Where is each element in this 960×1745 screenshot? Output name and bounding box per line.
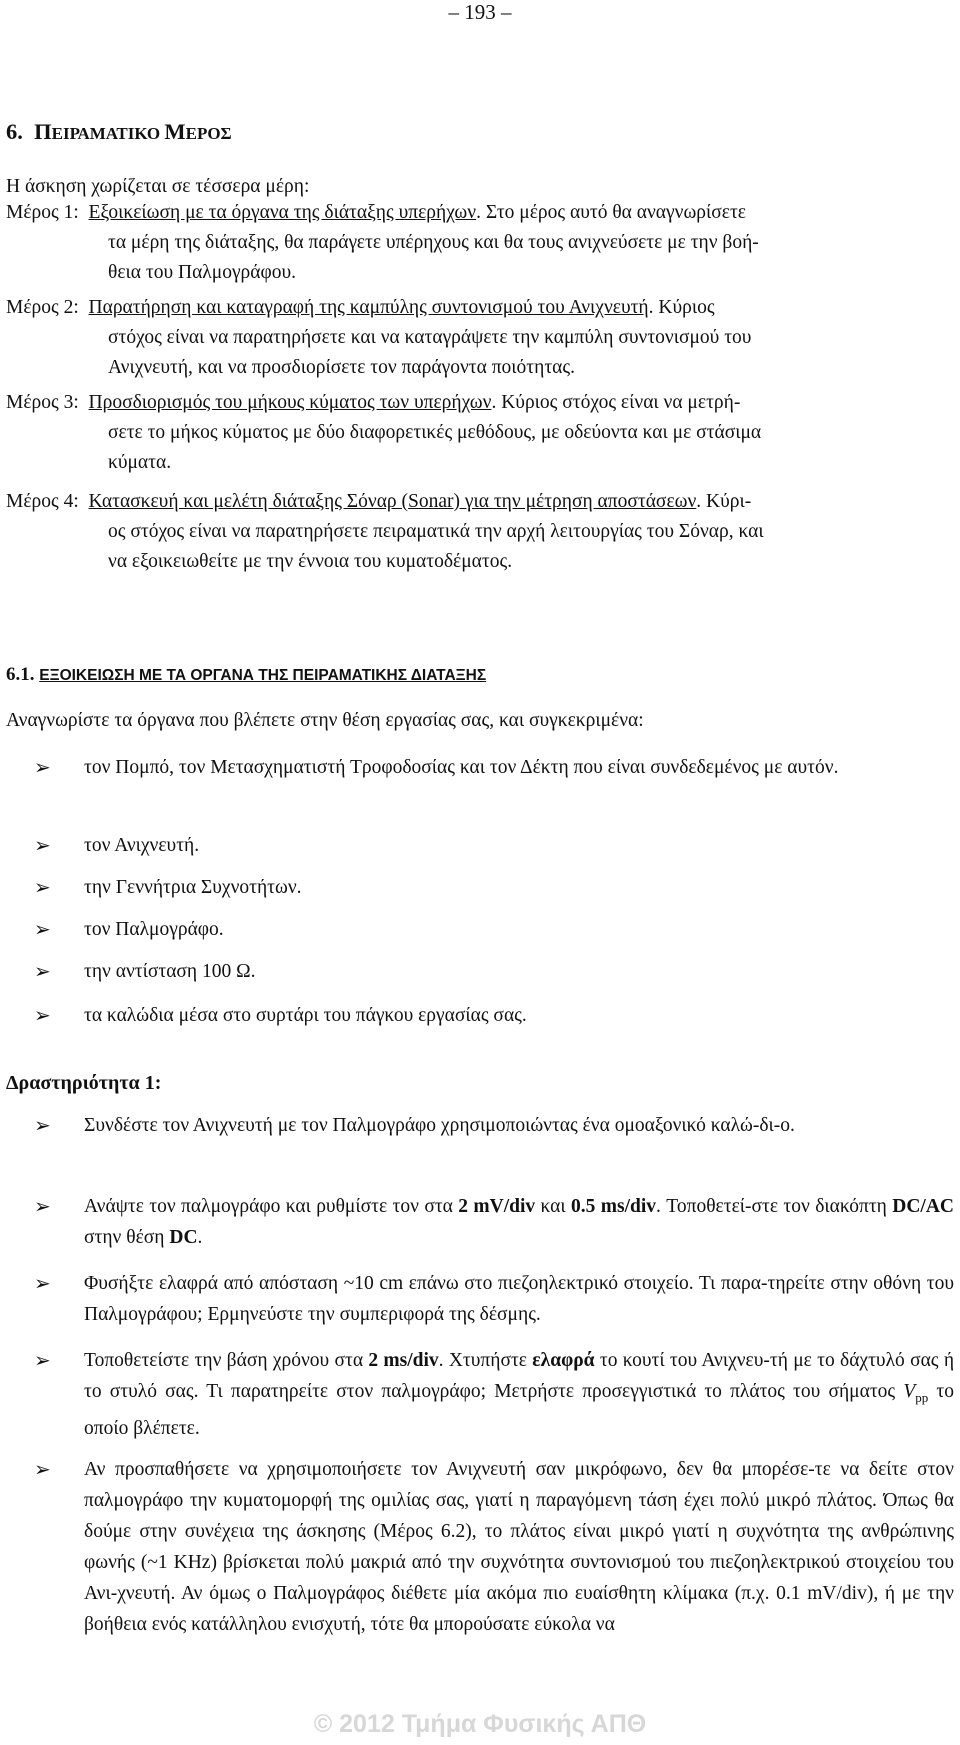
part-text: . Στο μέρος αυτό θα αναγνωρίσετε [476,202,746,223]
activity-item [34,1110,954,1141]
part-2 [6,293,954,383]
part-label: Μέρος 2: [6,297,79,318]
footer-watermark: © 2012 Τμήμα Φυσικής ΑΠΘ [313,1710,647,1738]
activity-item [34,1345,954,1444]
activity-text: Ανάψτε τον παλμογράφο και ρυθμίστε τον στα 2 mV/div και 0.5 ms/div. Τοποθετεί-στε τον διακόπτη DC/AC στην θέση DC. [84,1196,954,1248]
arrow-bullet-icon: ➢ [34,1348,51,1372]
part-text: . Κύριος στόχος είναι να μετρή- [491,392,741,413]
arrow-bullet-icon: ➢ [34,755,51,779]
arrow-bullet-icon: ➢ [34,1003,51,1027]
arrow-bullet-icon: ➢ [34,917,51,941]
part-line: στόχος είναι να παρατηρήσετε και να καταγράψετε την καμπύλη συντονισμού του [108,327,752,348]
section-title-initial: Π [34,119,52,144]
activity-item [34,1268,954,1330]
list-item-text: τον Ανιχνευτή. [84,835,200,856]
part-title: Εξοικείωση με τα όργανα της διάταξης υπερήχων [88,202,477,223]
list-item [34,914,954,945]
part-line: σετε το μήκος κύματος με δύο διαφορετικές μεθόδους, με οδεύοντα και με στάσιμα [108,422,762,443]
list-item [34,872,954,903]
list-item [34,752,954,783]
part-4 [6,487,954,577]
activity-item [34,1191,954,1253]
switch-position: DC [169,1227,198,1248]
part-label: Μέρος 4: [6,491,79,512]
activity-title: Δραστηριότητα 1: [6,1072,162,1094]
vpp-symbol: V [903,1381,916,1402]
activity-text: Τοποθετείστε την βάση χρόνου στα 2 ms/div. Χτυπήστε ελαφρά το κουτί του Ανιχνευ-τή με το δάχτυλό σας ή το στυλό σας. Τι παρατηρείτε στον παλμογράφο; Μετρήστε προσεγγιστικά το πλάτος του σήματος $V_{pp}$ το οποίο βλέπετε. [84,1350,955,1439]
activity-text: Αν προσπαθήσετε να χρησιμοποιήσετε τον Ανιχνευτή σαν μικρόφωνο, δεν θα μπορέσε-τε να δείτε στον παλμογράφο την κυματομορφή της ομιλίας σας, γιατί η παραγόμενη τάση έχει πολύ μικρό πλάτος. Όπως θα δούμε στην συνέχεια της άσκησης (Μέρος 6.2), το πλάτος είναι μικρό γιατί η συχνότητα της ανθρώπινης φωνής (~1 KHz) βρίσκεται πολύ μακριά από την συχνότητα συντονισμού του πιεζοηλεκτρικού στοιχείου του Ανι-χνευτή. Αν όμως ο Παλμογράφος διέθετε μία ακόμα πιο ευαίσθητη κλίμακα (π.χ. 0.1 mV/div), ή με την βοήθεια ενός κατάλληλου ενισχυτή, τότε θα μπορούσατε εύκολα να [84,1459,954,1635]
recognize-intro: Αναγνωρίστε τα όργανα που βλέπετε στην θέση εργασίας σας, και συγκεκριμένα: [6,710,644,731]
list-item-text: τον Παλμογράφο. [84,919,224,940]
subsection-title: ΕΞΟΙΚΕΙΩΣΗ ΜΕ ΤΑ ΟΡΓΑΝΑ ΤΗΣ ΠΕΙΡΑΜΑΤΙΚΗΣ ΔΙΑΤΑΞΗΣ [39,667,487,684]
list-item [34,1000,954,1031]
page-number: – 193 – [448,0,512,24]
part-1 [6,198,954,288]
arrow-bullet-icon: ➢ [34,959,51,983]
switch-name: DC/AC [892,1196,954,1217]
list-item [34,956,954,987]
value-ms-div: 0.5 ms/div [571,1196,657,1217]
part-text: . Κύριος [648,297,715,318]
arrow-bullet-icon: ➢ [34,875,51,899]
section-number: 6. [6,119,23,144]
list-item [34,830,954,861]
subsection-number: 6.1. [6,664,35,685]
arrow-bullet-icon: ➢ [34,1113,51,1137]
part-line: τα μέρη της διάταξης, θα παράγετε υπέρηχους και θα τους ανιχνεύσετε με την βοή- [108,232,759,253]
activity-text: Φυσήξτε ελαφρά από απόσταση ~10 cm επάνω στο πιεζοηλεκτρικό στοιχείο. Τι παρα-τηρείτε στην οθόνη του Παλμογράφου; Ερμηνεύστε την συμπεριφορά της δέσμης. [84,1273,954,1325]
part-title: Παρατήρηση και καταγραφή της καμπύλης συντονισμού του Ανιχνευτή [88,297,649,318]
part-line: να εξοικειωθείτε με την έννοια του κυματοδέματος. [108,551,513,572]
arrow-bullet-icon: ➢ [34,833,51,857]
section-title-initial-2: Μ [164,119,186,144]
section-title-rest-2: ΕΡΟΣ [185,124,232,143]
subsection-heading [6,664,486,686]
vpp-subscript: pp [915,1389,929,1405]
part-title: Προσδιορισμός του μήκους κύματος των υπερήχων [88,392,492,413]
part-title: Κατασκευή και μελέτη διάταξης Σόναρ (Sonar) για την μέτρηση αποστάσεων [88,491,697,512]
activity-text: Συνδέστε τον Ανιχνευτή με τον Παλμογράφο χρησιμοποιώντας ένα ομοαξονικό καλώ-δι-ο. [84,1115,795,1136]
intro-text: Η άσκηση χωρίζεται σε τέσσερα μέρη: [6,176,310,197]
value-mv-div: 2 mV/div [458,1196,536,1217]
section-title-rest: ΕΙΡΑΜΑΤΙΚΟ [51,124,165,143]
part-text: . Κύρι- [696,491,752,512]
list-item-text: τον Πομπό, τον Μετασχηματιστή Τροφοδοσίας και τον Δέκτη που είναι συνδεδεμένος με αυτόν. [84,757,839,778]
list-item-text: την Γεννήτρια Συχνοτήτων. [84,877,302,898]
part-line: ος στόχος είναι να παρατηρήσετε πειραματικά την αρχή λειτουργίας του Σόναρ, και [108,521,764,542]
part-line: κύματα. [108,452,172,473]
arrow-bullet-icon: ➢ [34,1194,51,1218]
list-item-text: την αντίσταση 100 Ω. [84,961,256,982]
part-label: Μέρος 1: [6,202,79,223]
part-label: Μέρος 3: [6,392,79,413]
emphasis-lightly: ελαφρά [532,1350,595,1371]
arrow-bullet-icon: ➢ [34,1457,51,1481]
part-3 [6,388,954,478]
arrow-bullet-icon: ➢ [34,1271,51,1295]
list-item-text: τα καλώδια μέσα στο συρτάρι του πάγκου εργασίας σας. [84,1005,527,1026]
part-line: Ανιχνευτή, και να προσδιορίσετε τον παράγοντα ποιότητας. [108,357,575,378]
section-heading [6,119,232,145]
activity-item [34,1454,954,1640]
timebase-value: 2 ms/div [368,1350,439,1371]
part-line: θεια του Παλμογράφου. [108,262,297,283]
